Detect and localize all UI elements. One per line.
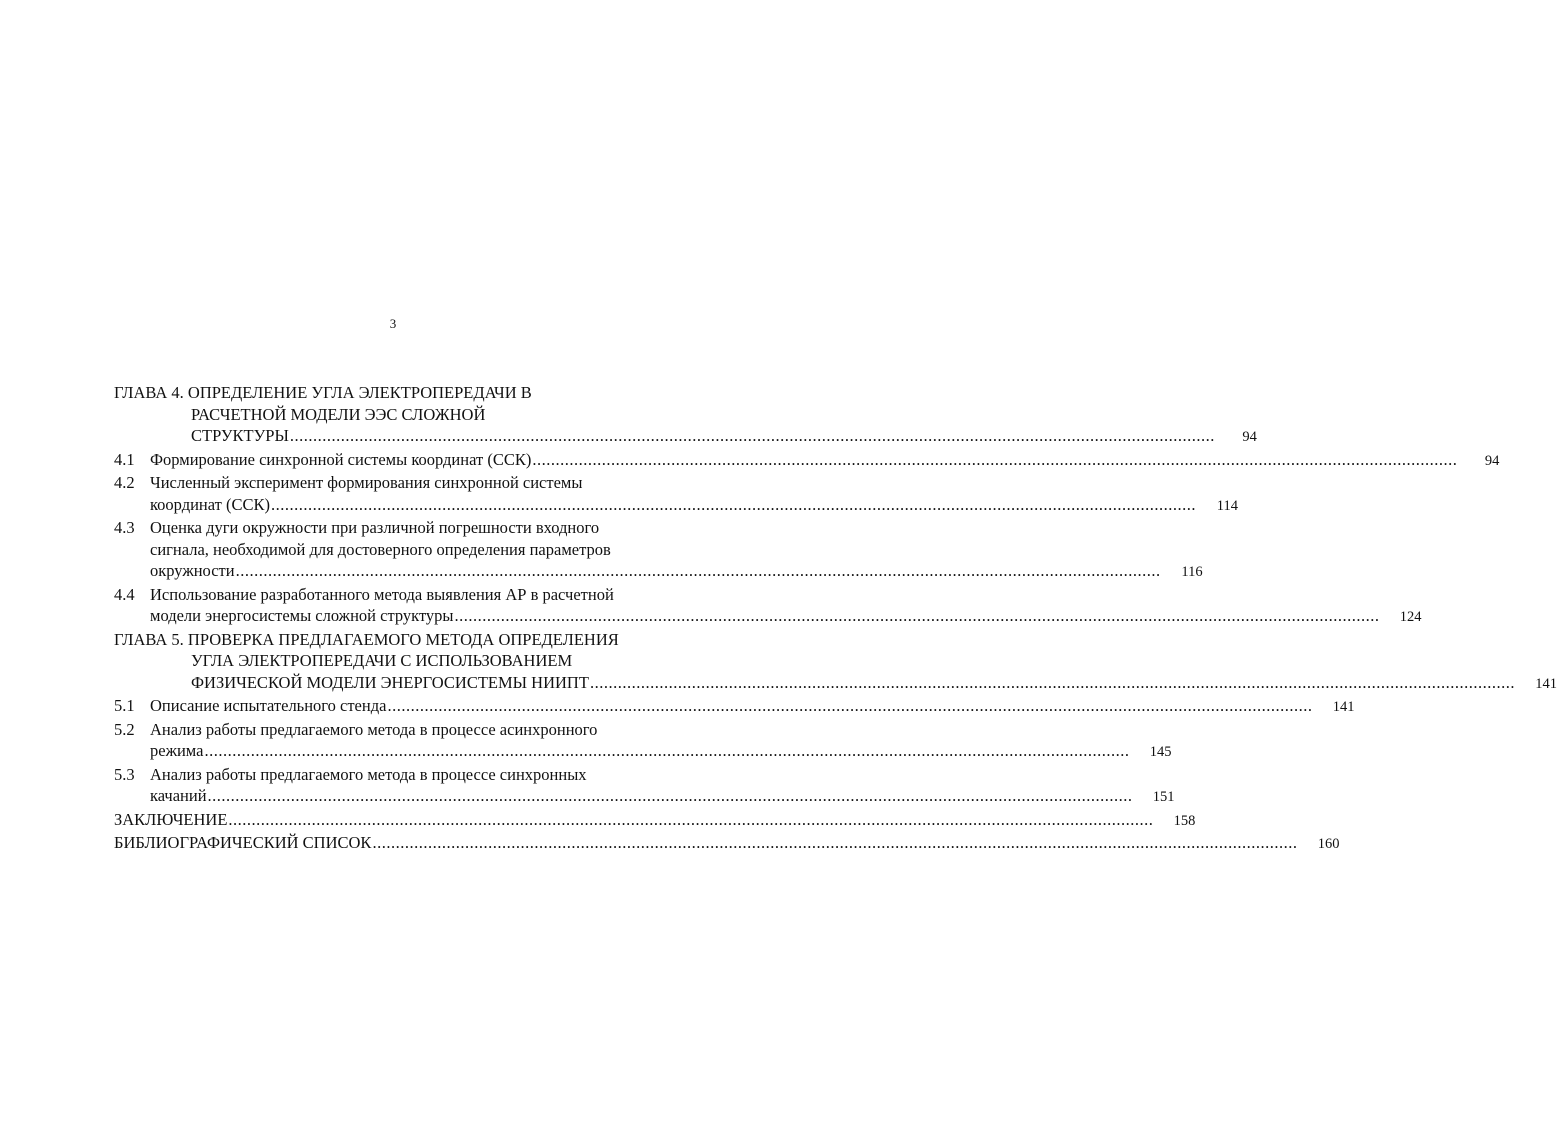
section-number: 5.2	[114, 719, 135, 739]
toc-entry-conclusion[interactable]	[114, 809, 1196, 833]
leader-dots: ........................................................................................................................................................................................................	[372, 833, 1298, 852]
leader-dots: ........................................................................................................................................................................................................	[289, 426, 1215, 445]
toc-entry-chapter-5[interactable]	[114, 629, 1557, 696]
toc-entry-text: Формирование синхронной системы координат (ССК)	[150, 449, 532, 469]
toc-entry-section-5-1[interactable]	[114, 695, 1355, 719]
toc-entry-text: СТРУКТУРЫ	[191, 426, 289, 445]
section-number: 4.3	[114, 518, 135, 537]
toc-entry-text: модели энергосистемы сложной структуры	[150, 606, 454, 625]
section-number: 4.4	[114, 584, 135, 604]
leader-dots: ........................................................................................................................................................................................................	[589, 672, 1515, 692]
leader-dots: ........................................................................................................................................................................................................	[207, 786, 1133, 805]
section-number: 4.2	[114, 473, 135, 492]
toc-page-number: 124	[1399, 609, 1422, 625]
toc-page-number: 94	[1484, 452, 1500, 469]
toc-entry-bibliography[interactable]	[114, 832, 1340, 856]
table-of-contents	[114, 382, 1557, 856]
toc-entry-text: окружности	[150, 561, 235, 580]
toc-page-number: 141	[1332, 699, 1355, 715]
toc-page-number: 116	[1181, 564, 1203, 580]
toc-entry-section-4-4[interactable]	[114, 584, 1422, 629]
toc-page-number: 160	[1317, 836, 1340, 852]
toc-page-number: 141	[1535, 675, 1557, 692]
toc-page-number: 151	[1152, 789, 1175, 805]
toc-entry-text: УГЛА ЭЛЕКТРОПЕРЕДАЧИ С ИСПОЛЬЗОВАНИЕМ	[191, 651, 573, 670]
toc-entry-section-5-2[interactable]	[114, 719, 1172, 764]
toc-entry-section-4-3[interactable]	[114, 517, 1203, 584]
toc-entry-text: ГЛАВА 4. ОПРЕДЕЛЕНИЕ УГЛА ЭЛЕКТРОПЕРЕДАЧИ В	[114, 383, 532, 402]
toc-entry-text: Использование разработанного метода выявления АР в расчетной	[150, 584, 614, 604]
toc-entry-text: Оценка дуги окружности при различной погрешности входного	[150, 518, 600, 537]
toc-entry-section-4-2[interactable]	[114, 472, 1239, 517]
toc-entry-text: режима	[150, 741, 204, 760]
toc-entry-text: ЗАКЛЮЧЕНИЕ	[114, 809, 228, 829]
leader-dots: ........................................................................................................................................................................................................	[271, 494, 1197, 514]
toc-entry-text: Описание испытательного стенда	[150, 696, 387, 715]
leader-dots: ........................................................................................................................................................................................................	[532, 449, 1458, 469]
section-number: 5.3	[114, 764, 135, 784]
toc-entry-text: Анализ работы предлагаемого метода в процессе асинхронного	[150, 719, 598, 739]
leader-dots: ........................................................................................................................................................................................................	[235, 561, 1161, 580]
toc-entry-text: Анализ работы предлагаемого метода в процессе синхронных	[150, 764, 587, 784]
section-number: 4.1	[114, 449, 135, 469]
leader-dots: ........................................................................................................................................................................................................	[204, 741, 1130, 760]
section-number: 5.1	[114, 696, 135, 715]
toc-entry-text: ФИЗИЧЕСКОЙ МОДЕЛИ ЭНЕРГОСИСТЕМЫ НИИПТ	[191, 672, 589, 692]
toc-entry-text: сигнала, необходимой для достоверного определения параметров	[150, 539, 611, 559]
toc-entry-section-5-3[interactable]	[114, 764, 1175, 809]
toc-entry-chapter-4[interactable]	[114, 382, 1257, 449]
toc-page-number: 158	[1173, 812, 1196, 829]
toc-page-number: 145	[1149, 744, 1172, 760]
toc-page-number: 114	[1216, 497, 1239, 514]
toc-entry-text: РАСЧЕТНОЙ МОДЕЛИ ЭЭС СЛОЖНОЙ	[191, 404, 486, 424]
toc-entry-text: БИБЛИОГРАФИЧЕСКИЙ СПИСОК	[114, 833, 372, 852]
leader-dots: ........................................................................................................................................................................................................	[454, 606, 1380, 625]
toc-page-number: 94	[1242, 429, 1257, 445]
leader-dots: ........................................................................................................................................................................................................	[387, 696, 1313, 715]
toc-entry-section-4-1[interactable]	[114, 449, 1500, 473]
page-number: 3	[389, 316, 397, 331]
toc-entry-text: качаний	[150, 786, 207, 805]
toc-entry-text: ГЛАВА 5. ПРОВЕРКА ПРЕДЛАГАЕМОГО МЕТОДА ОПРЕДЕЛЕНИЯ	[114, 629, 619, 649]
toc-entry-text: Численный эксперимент формирования синхронной системы	[150, 473, 583, 492]
leader-dots: ........................................................................................................................................................................................................	[228, 809, 1154, 829]
toc-entry-text: координат (ССК)	[150, 494, 271, 514]
